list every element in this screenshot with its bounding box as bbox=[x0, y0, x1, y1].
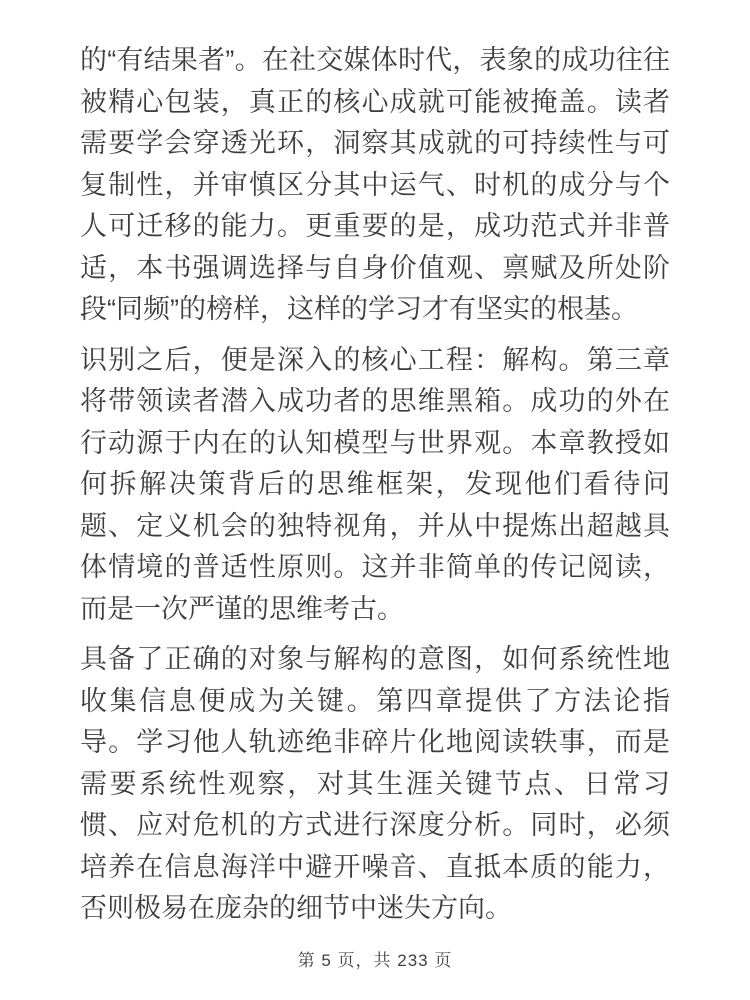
page-number-label: 第 5 页，共 233 页 bbox=[297, 951, 453, 970]
paragraph: 识别之后，便是深入的核心工程：解构。第三章将带领读者潜入成功者的思维黑箱。成功的外在行动源于内在的认知模型与世界观。本章教授如何拆解决策背后的思维框架，发现他们看待问题、定义机会的独特视角，并从中提炼出超越具体情境的普适性原则。这并非简单的传记阅读，而是一次严谨的思维考古。 bbox=[80, 344, 670, 624]
page-footer bbox=[0, 946, 750, 971]
paragraph: 具备了正确的对象与解构的意图，如何系统性地收集信息便成为关键。第四章提供了方法论指导。学习他人轨迹绝非碎片化地阅读轶事，而是需要系统性观察，对其生涯关键节点、日常习惯、应对危机的方式进行深度分析。同时，必须培养在信息海洋中避开噪音、直抵本质的能力，否则极易在庞杂的细节中迷失方向。 bbox=[80, 644, 670, 923]
text-content bbox=[80, 40, 670, 939]
paragraph: 的“有结果者”。在社交媒体时代，表象的成功往往被精心包装，真正的核心成就可能被掩盖。读者需要学会穿透光环，洞察其成就的可持续性与可复制性，并审慎区分其中运气、时机的成分与个人可迁移的能力。更重要的是，成功范式并非普适，本书强调选择与自身价值观、禀赋及所处阶段“同频”的榜样，这样的学习才有坚实的根基。 bbox=[80, 45, 670, 324]
